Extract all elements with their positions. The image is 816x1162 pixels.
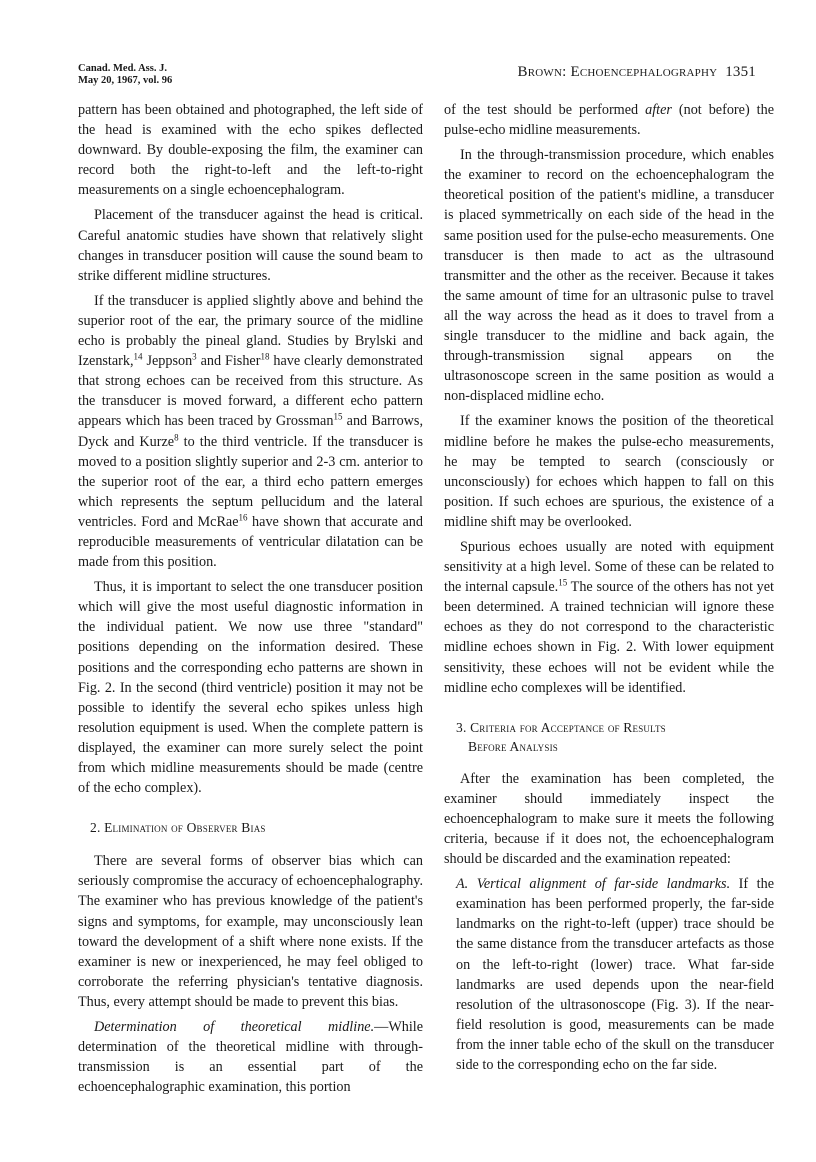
paragraph: After the examination has been completed, the examiner should immediately inspect the echoencephalogram to make sure it meets the following criteria, because if it does not, the echoencephalogram should be discarded and the examination repeated: bbox=[444, 770, 774, 868]
paragraph: There are several forms of observer bias which can seriously compromise the accuracy of echoencephalography. The examiner who has previous knowledge of the patient's signs and symptoms, for example, may unconsciously lean toward the development of a shift where none exists. If the examiner is new or inexperienced, he may feel obliged to corroborate the referring physician's tentative diagnosis. Thus, every attempt should be made to prevent this bias. bbox=[78, 853, 423, 1010]
reference-mark: 15 bbox=[333, 411, 343, 422]
paragraph: If the examiner knows the position of the theoretical midline before he makes the pulse-echo measurements, he may be tempted to search (consciously or unconsciously) for echoes which happen to fall on this position. If such echoes are spurious, the existence of a midline shift may be overlooked. bbox=[444, 413, 774, 530]
reference-mark: 3 bbox=[192, 351, 197, 362]
section-heading: 3. Criteria for Acceptance of Results Before Analysis bbox=[456, 719, 666, 754]
criterion-block bbox=[444, 874, 774, 1075]
reference-mark: 14 bbox=[133, 351, 143, 362]
paragraph: Spurious echoes usually are noted with equipment sensitivity at a high level. Some of these can be related to the internal capsule.$^{15}$ The source of the others has not yet been determined. A trained technician will ignore these echoes as they do not correspond to the characteristic midline echoes shown in Fig. 2. With lower equipment sensitivity, these echoes will not be evident while the midline echo complexes will be identified. bbox=[444, 538, 774, 696]
reference-mark: 16 bbox=[238, 512, 248, 523]
section-heading: 2. Elimination of Observer Bias bbox=[90, 820, 266, 836]
header-title: Echoencephalography bbox=[570, 64, 718, 80]
paragraph: of the test should be performed after (not before) the pulse-echo midline measurements. bbox=[444, 102, 774, 139]
reference-mark: 18 bbox=[260, 351, 270, 362]
paragraph: Thus, it is important to select the one transducer position which will give the most useful diagnostic information in the individual patient. We now use three "standard" positions depending on the information desired. These positions and the corresponding echo patterns are shown in Fig. 2. In the second (third ventricle) position it may not be possible to identify the several echo spikes unless high resolution equipment is used. When the complete pattern is displayed, the examiner can more surely select the point from which midline measurements should be made (centre of the echo complex). bbox=[78, 579, 423, 797]
paragraph: A. Vertical alignment of far-side landmarks. If the examination has been performed properly, the far-side landmarks on the right-to-left (upper) trace should be the same distance from the transducer artefacts as those on the left-to-right (lower) trace. What far-side landmarks are used depends upon the near-field resolution of the ultrasonoscope (Fig. 3). If the near-field resolution is good, measurements can be made from the inner table echo of the skull on the transducer side to the corresponding echo on the far side. bbox=[456, 876, 774, 1074]
left-column bbox=[78, 100, 423, 1102]
header-author: Brown: bbox=[517, 64, 567, 80]
running-header bbox=[518, 64, 756, 81]
paragraph: Placement of the transducer against the head is critical. Careful anatomic studies have shown that relatively slight changes in transducer position will cause the sound beam to strike different midline structures. bbox=[78, 207, 423, 284]
journal-date-volume: May 20, 1967, vol. 96 bbox=[78, 74, 173, 86]
paragraph: If the transducer is applied slightly above and behind the superior root of the ear, the primary source of the midline echo is probably the pineal gland. Studies by Brylski and Izenstark,$^{14}$ Jeppson$^3$ and Fisher$^{18}$ have clearly demonstrated that strong echoes can be received from this structure. As the transducer is moved forward, a different echo pattern appears which has been traced by Grossman$^{15}$ and Barrows, Dyck and Kurze$^8$ to the third ventricle. If the transducer is moved to a position slightly superior and 2-3 cm. anterior to the superior root of the ear, a third echo pattern emerges which represents the septum pellucidum and the lateral ventricles. Ford and McRae$^{16}$ have shown that accurate and reproducible measurements of ventricular dilatation can be made from this position. bbox=[78, 292, 424, 571]
paragraph: Determination of theoretical midline.—While determination of the theoretical midline with through-transmission is an essential part of the echoencephalographic examination, this portion bbox=[78, 1019, 423, 1096]
right-column bbox=[444, 100, 774, 1080]
reference-mark: 8 bbox=[174, 431, 179, 442]
run-in-heading: Determination of theoretical midline. bbox=[94, 1019, 375, 1036]
journal-name: Canad. Med. Ass. J. bbox=[78, 63, 167, 74]
page-number: 1351 bbox=[725, 64, 756, 80]
journal-citation bbox=[78, 63, 172, 86]
reference-mark: 15 bbox=[558, 577, 568, 588]
paragraph: In the through-transmission procedure, which enables the examiner to record on the echoencephalogram the theoretical position of the patient's midline, a transducer is placed symmetrically on each side of the head in the same position used for the pulse-echo measurements. One transducer is then made to act as the ultrasound transmitter and the other as the receiver. Because it takes the same amount of time for an ultrasonic pulse to travel all the way across the head as it does to travel from a single transducer to the midline and back again, the through-transmission signal appears on the ultrasonoscope screen in the same position as would a non-displaced midline echo. bbox=[444, 147, 774, 405]
paragraph: pattern has been obtained and photographed, the left side of the head is examined with the echo spikes deflected downward. By double-exposing the film, the examiner can record both the right-to-left and the left-to-right measurements on a single echoencephalogram. bbox=[78, 102, 423, 199]
run-in-heading: A. Vertical alignment of far-side landmarks. bbox=[456, 876, 731, 893]
